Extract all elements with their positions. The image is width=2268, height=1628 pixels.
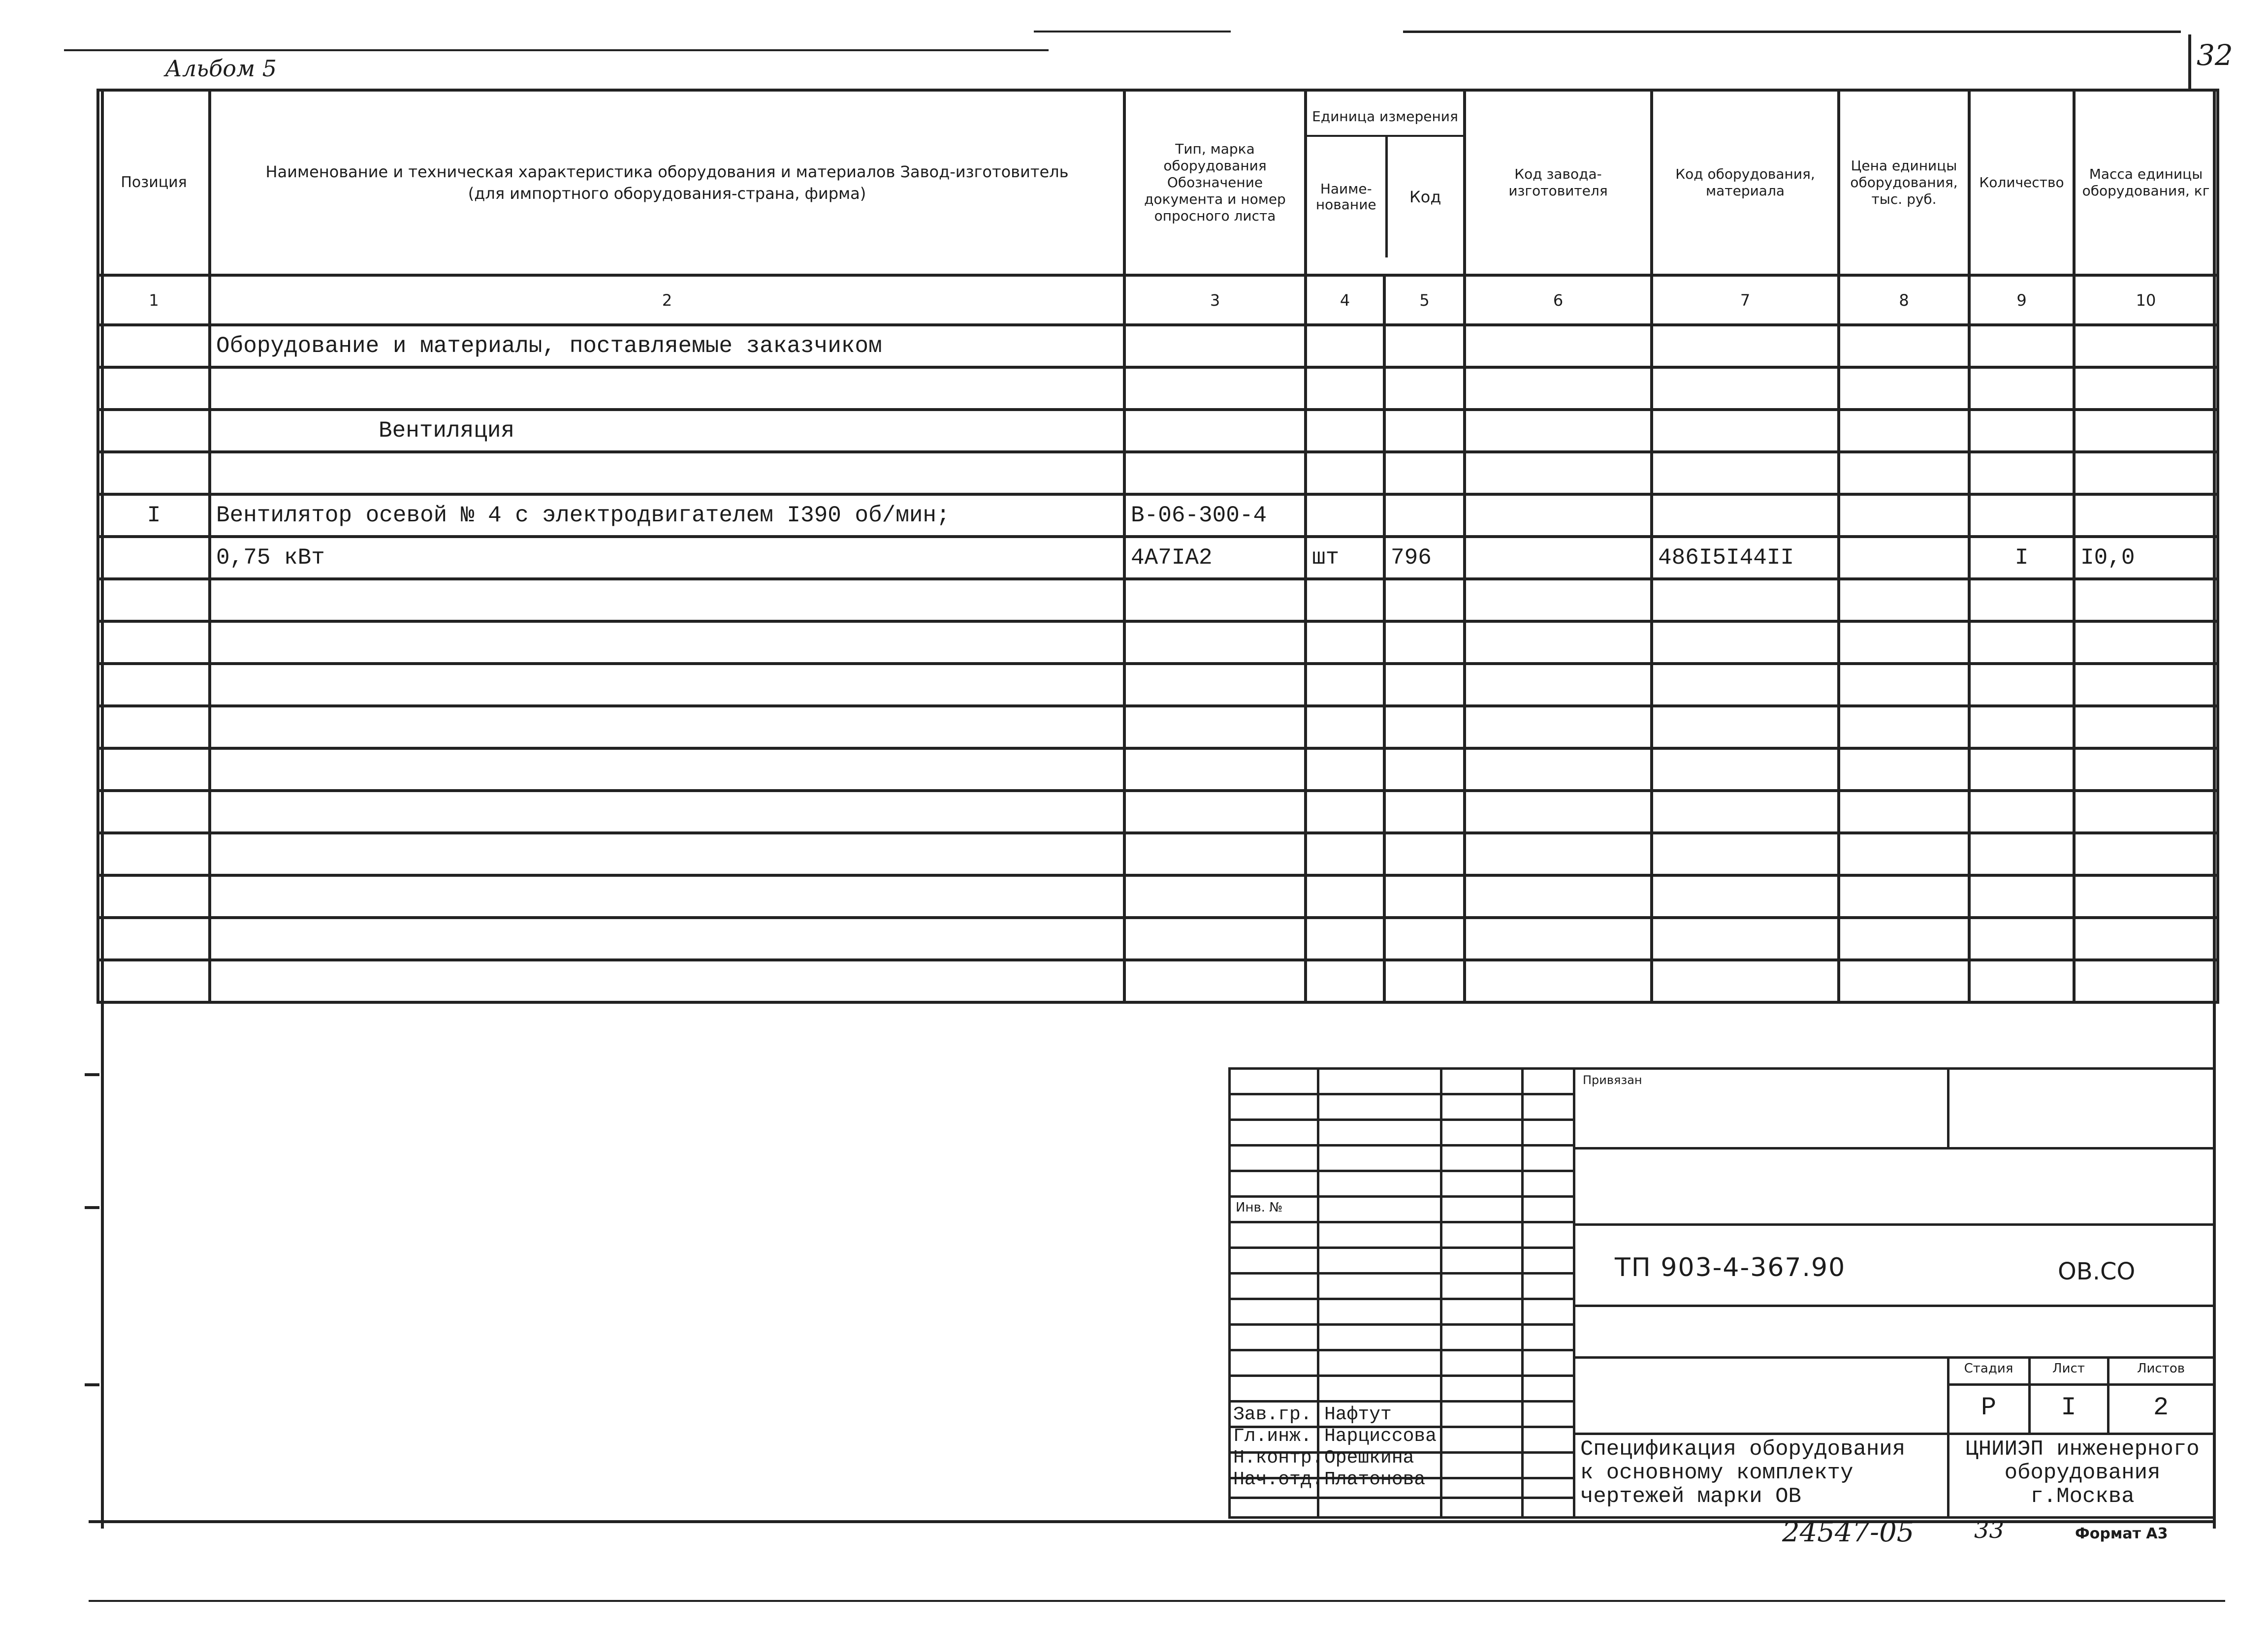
cell-mass [2074, 960, 2218, 1002]
table-row [98, 537, 2218, 579]
table-row [98, 918, 2218, 960]
cell-price [1839, 452, 1969, 494]
table-row [98, 833, 2218, 875]
table-row [98, 367, 2218, 410]
cell-unit-code [1384, 791, 1465, 833]
cell-pos [98, 748, 210, 791]
cell-unit-code [1384, 410, 1465, 452]
tb-line [2028, 1356, 2031, 1433]
footer-page: 33 [1974, 1516, 2005, 1544]
cell-equipment-code [1652, 791, 1839, 833]
tb-line [1947, 1067, 1949, 1147]
table-body [98, 325, 2218, 1002]
tb-line [1228, 1144, 1573, 1147]
sheets-value: 2 [2153, 1393, 2169, 1422]
archive-number: 24547-05 [1782, 1516, 1915, 1548]
tb-line [1228, 1067, 2213, 1070]
table-row [98, 875, 2218, 918]
cell-quantity [1969, 621, 2074, 664]
signature-name: Нафтут [1324, 1404, 1392, 1425]
cell-pos [98, 537, 210, 579]
cell-pos [98, 410, 210, 452]
scan-edge-line [89, 1600, 2225, 1602]
cell-name: Оборудование и материалы, поставляемые заказчиком [210, 325, 1124, 367]
cell-unit-name [1306, 706, 1384, 748]
cell-type [1124, 833, 1306, 875]
table-row [98, 452, 2218, 494]
cell-unit-code [1384, 452, 1465, 494]
description-line: чертежей марки ОВ [1580, 1484, 1801, 1509]
tb-line [1228, 1374, 1573, 1377]
tb-line [1228, 1195, 1573, 1198]
cell-quantity [1969, 748, 2074, 791]
signature-name: Орешкина [1324, 1447, 1414, 1468]
cell-price [1839, 833, 1969, 875]
cell-mass [2074, 579, 2218, 621]
organization-line: г.Москва [2030, 1484, 2135, 1509]
sheet-header: Лист [2052, 1361, 2085, 1376]
cell-unit-name [1306, 494, 1384, 537]
tb-line [1228, 1221, 1573, 1223]
cell-pos [98, 579, 210, 621]
scan-edge-line [64, 49, 1049, 51]
organization-line: ЦНИИЭП инженерного [1965, 1437, 2200, 1462]
cell-name [210, 960, 1124, 1002]
header-unit-title: Единица измерения [1306, 103, 1465, 137]
column-number: 1 [98, 275, 210, 325]
column-number: 5 [1384, 275, 1465, 325]
tb-line [1228, 1246, 1573, 1249]
tb-line [1573, 1356, 2213, 1359]
cell-unit-code [1384, 833, 1465, 875]
cell-quantity [1969, 367, 2074, 410]
table-row [98, 960, 2218, 1002]
tb-line [2107, 1356, 2109, 1433]
tb-line [1228, 1497, 1573, 1499]
tb-line [1573, 1067, 1575, 1519]
cell-pos [98, 791, 210, 833]
column-number: 4 [1306, 275, 1384, 325]
signature-role: Нач.отд. [1233, 1469, 1323, 1490]
cell-price [1839, 875, 1969, 918]
header-unit-subcells [1307, 137, 1463, 257]
cell-mass [2074, 791, 2218, 833]
cell-price [1839, 918, 1969, 960]
page-number: 32 [2197, 38, 2233, 72]
cell-equipment-code [1652, 621, 1839, 664]
column-number: 7 [1652, 275, 1839, 325]
cell-mass [2074, 494, 2218, 537]
cell-pos [98, 621, 210, 664]
column-number: 3 [1124, 275, 1306, 325]
cell-plant-code [1465, 452, 1652, 494]
cell-quantity [1969, 325, 2074, 367]
cell-plant-code [1465, 621, 1652, 664]
cell-type [1124, 918, 1306, 960]
column-number: 2 [210, 275, 1124, 325]
table-row [98, 410, 2218, 452]
cell-quantity [1969, 452, 2074, 494]
scan-edge-line [1034, 31, 1231, 32]
cell-pos [98, 452, 210, 494]
column-number: 6 [1465, 275, 1652, 325]
cell-name [210, 918, 1124, 960]
cell-unit-name [1306, 579, 1384, 621]
format-label: Формат А3 [2075, 1525, 2168, 1542]
cell-mass [2074, 621, 2218, 664]
cell-pos [98, 367, 210, 410]
cell-name [210, 664, 1124, 706]
cell-quantity [1969, 791, 2074, 833]
cell-type [1124, 706, 1306, 748]
cell-quantity [1969, 579, 2074, 621]
cell-price [1839, 706, 1969, 748]
cell-plant-code [1465, 494, 1652, 537]
cell-plant-code [1465, 791, 1652, 833]
cell-unit-name [1306, 960, 1384, 1002]
tb-line [1947, 1433, 2213, 1435]
description-block [1580, 1437, 1905, 1508]
cell-quantity [1969, 706, 2074, 748]
cell-name [210, 833, 1124, 875]
cell-equipment-code [1652, 748, 1839, 791]
tb-line [1228, 1118, 1573, 1121]
tb-line [1573, 1305, 2213, 1307]
cell-plant-code [1465, 918, 1652, 960]
cell-type [1124, 664, 1306, 706]
cell-type [1124, 452, 1306, 494]
cell-plant-code [1465, 579, 1652, 621]
cell-type [1124, 325, 1306, 367]
cell-plant-code [1465, 748, 1652, 791]
document-code: ТП 903-4-367.90 [1615, 1253, 1846, 1282]
signature-role: Н.контр. [1233, 1447, 1323, 1468]
cell-mass [2074, 748, 2218, 791]
cell-pos: I [98, 494, 210, 537]
tb-line [1573, 1223, 2213, 1226]
header-price: Цена единицы оборудования, тыс. руб. [1839, 90, 1969, 275]
tb-line [1228, 1170, 1573, 1172]
header-unit-code: Код [1409, 188, 1441, 206]
cell-mass [2074, 410, 2218, 452]
cell-plant-code [1465, 367, 1652, 410]
tb-line [1228, 1323, 1573, 1326]
tb-line [1228, 1516, 2213, 1519]
cell-pos [98, 960, 210, 1002]
table-row [98, 748, 2218, 791]
tb-line [1947, 1356, 1949, 1519]
cell-price [1839, 579, 1969, 621]
cell-name [210, 791, 1124, 833]
header-equipment-code: Код оборудования, материала [1652, 90, 1839, 275]
stage-header: Стадия [1964, 1361, 2013, 1376]
cell-name: 0,75 кВт [210, 537, 1124, 579]
cell-quantity [1969, 960, 2074, 1002]
inventory-label: Инв. № [1236, 1200, 1283, 1215]
cell-mass [2074, 325, 2218, 367]
sheet-value: I [2061, 1393, 2076, 1422]
cell-price [1839, 748, 1969, 791]
tb-line [1947, 1383, 2213, 1386]
specification-table [96, 89, 2219, 1004]
cell-type [1124, 410, 1306, 452]
cell-price [1839, 410, 1969, 452]
organization-line: оборудования [2004, 1461, 2161, 1485]
tb-line [1228, 1298, 1573, 1300]
column-number: 9 [1969, 275, 2074, 325]
cell-price [1839, 960, 1969, 1002]
cell-name [210, 579, 1124, 621]
header-mass: Масса единицы оборудования, кг [2074, 90, 2218, 275]
cell-type [1124, 875, 1306, 918]
cell-unit-code [1384, 579, 1465, 621]
cell-unit-code [1384, 875, 1465, 918]
cell-type [1124, 367, 1306, 410]
cell-plant-code [1465, 325, 1652, 367]
column-number: 8 [1839, 275, 1969, 325]
cell-quantity [1969, 410, 2074, 452]
description-line: Спецификация оборудования [1580, 1437, 1906, 1462]
cell-quantity [1969, 664, 2074, 706]
cell-equipment-code [1652, 918, 1839, 960]
cell-unit-name [1306, 367, 1384, 410]
header-plant-code: Код завода-изготовителя [1465, 90, 1652, 275]
cell-mass [2074, 875, 2218, 918]
cell-unit-code [1384, 494, 1465, 537]
cell-equipment-code [1652, 960, 1839, 1002]
cell-price [1839, 367, 1969, 410]
cell-unit-name [1306, 452, 1384, 494]
cell-type: В-06-300-4 [1124, 494, 1306, 537]
cell-plant-code [1465, 664, 1652, 706]
cell-mass [2074, 833, 2218, 875]
cell-equipment-code [1652, 706, 1839, 748]
cell-quantity [1969, 833, 2074, 875]
cell-equipment-code [1652, 325, 1839, 367]
signature-name: Нарциссова [1324, 1426, 1437, 1447]
cell-unit-name [1306, 664, 1384, 706]
header-quantity: Количество [1969, 90, 2074, 275]
header-type: Тип, марка оборудования Обозначение документа и номер опросного листа [1124, 90, 1306, 275]
tb-line [1573, 1147, 2213, 1149]
cell-plant-code [1465, 875, 1652, 918]
cell-name [210, 367, 1124, 410]
cell-unit-code [1384, 960, 1465, 1002]
scan-edge-line [1403, 31, 2181, 33]
cell-equipment-code [1652, 452, 1839, 494]
cell-plant-code [1465, 537, 1652, 579]
cell-price [1839, 621, 1969, 664]
cell-unit-code [1384, 748, 1465, 791]
cell-equipment-code [1652, 875, 1839, 918]
cell-pos [98, 325, 210, 367]
tb-line [1228, 1272, 1573, 1275]
table-row [98, 791, 2218, 833]
table-row [98, 706, 2218, 748]
cell-equipment-code [1652, 833, 1839, 875]
cell-mass [2074, 706, 2218, 748]
cell-unit-code [1384, 664, 1465, 706]
table-row [98, 494, 2218, 537]
cell-unit-name [1306, 918, 1384, 960]
tb-line [1228, 1093, 1573, 1095]
cell-pos [98, 833, 210, 875]
cell-equipment-code [1652, 367, 1839, 410]
table-row [98, 664, 2218, 706]
cell-name: Вентиляция [210, 410, 1124, 452]
cell-plant-code [1465, 410, 1652, 452]
cell-type [1124, 579, 1306, 621]
cell-name [210, 621, 1124, 664]
cell-mass [2074, 367, 2218, 410]
cell-price [1839, 494, 1969, 537]
document-mark: ОВ.СО [2058, 1258, 2136, 1285]
cell-unit-name [1306, 791, 1384, 833]
cell-equipment-code [1652, 664, 1839, 706]
table-row [98, 325, 2218, 367]
cell-name: Вентилятор осевой № 4 с электродвигателем I390 об/мин; [210, 494, 1124, 537]
cell-quantity: I [1969, 537, 2074, 579]
cell-pos [98, 875, 210, 918]
cell-unit-code [1384, 918, 1465, 960]
cell-price [1839, 537, 1969, 579]
cell-mass [2074, 918, 2218, 960]
sheets-header: Листов [2137, 1361, 2185, 1376]
description-line: к основному комплекту [1580, 1461, 1853, 1485]
cell-unit-code [1384, 325, 1465, 367]
tb-line [1228, 1349, 1573, 1351]
cell-price [1839, 791, 1969, 833]
cell-equipment-code [1652, 494, 1839, 537]
header-position: Позиция [98, 90, 210, 275]
column-number: 10 [2074, 275, 2218, 325]
tb-line [1573, 1433, 1947, 1435]
cell-pos [98, 918, 210, 960]
cell-unit-code [1384, 367, 1465, 410]
cell-name [210, 706, 1124, 748]
cell-unit-name [1306, 410, 1384, 452]
cell-mass: I0,0 [2074, 537, 2218, 579]
cell-equipment-code: 486I5I44II [1652, 537, 1839, 579]
cell-type: 4А7IА2 [1124, 537, 1306, 579]
cell-unit-name [1306, 621, 1384, 664]
cell-plant-code [1465, 960, 1652, 1002]
table-row [98, 579, 2218, 621]
page-corner-line [2188, 34, 2191, 89]
cell-unit-name [1306, 833, 1384, 875]
cell-unit-code [1384, 706, 1465, 748]
cell-type [1124, 960, 1306, 1002]
header-unit-group [1306, 90, 1465, 275]
cell-equipment-code [1652, 579, 1839, 621]
table-header-row [98, 90, 2218, 275]
cell-name [210, 452, 1124, 494]
cell-unit-code [1384, 621, 1465, 664]
cell-price [1839, 664, 1969, 706]
signature-role: Зав.гр. [1233, 1404, 1312, 1425]
cell-name [210, 748, 1124, 791]
signature-role: Гл.инж. [1233, 1426, 1312, 1447]
cell-quantity [1969, 875, 2074, 918]
cell-unit-name [1306, 875, 1384, 918]
cell-mass [2074, 664, 2218, 706]
margin-tick [85, 1206, 99, 1209]
cell-type [1124, 791, 1306, 833]
margin-tick [85, 1073, 99, 1076]
cell-quantity [1969, 918, 2074, 960]
margin-tick [85, 1383, 99, 1386]
attached-label: Привязан [1583, 1073, 1642, 1087]
tb-line [1228, 1400, 1573, 1403]
cell-plant-code [1465, 706, 1652, 748]
cell-unit-code: 796 [1384, 537, 1465, 579]
cell-unit-name [1306, 325, 1384, 367]
cell-pos [98, 664, 210, 706]
header-name: Наименование и техническая характеристика оборудования и материалов Завод-изготовитель (для импортного оборудования-страна, фирма) [210, 90, 1124, 275]
cell-unit-name [1306, 748, 1384, 791]
cell-equipment-code [1652, 410, 1839, 452]
cell-type [1124, 748, 1306, 791]
cell-quantity [1969, 494, 2074, 537]
organization-block [1952, 1437, 2213, 1508]
signature-name: Платонова [1324, 1469, 1426, 1490]
cell-plant-code [1465, 833, 1652, 875]
header-unit-name: Наименование [1307, 137, 1388, 257]
cell-price [1839, 325, 1969, 367]
cell-type [1124, 621, 1306, 664]
album-label: Альбом 5 [165, 55, 277, 82]
column-number-row [98, 275, 2218, 325]
cell-pos [98, 706, 210, 748]
cell-unit-name: шт [1306, 537, 1384, 579]
stage-value: Р [1981, 1393, 1997, 1422]
cell-mass [2074, 452, 2218, 494]
table-row [98, 621, 2218, 664]
cell-name [210, 875, 1124, 918]
